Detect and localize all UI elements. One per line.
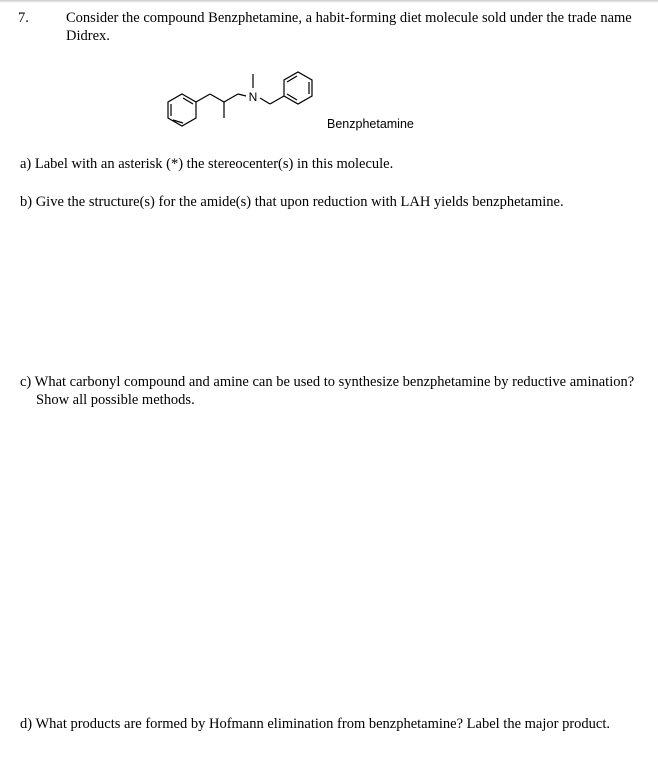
benzphetamine-structure [150, 60, 340, 140]
n-substituents [253, 74, 284, 104]
question-intro: Consider the compound Benzphetamine, a habit-forming diet molecule sold under the trade name Didrex. [66, 10, 632, 44]
part-c-text: c) What carbonyl compound and amine can be used to synthesize benzphetamine by reductive amination? Show all possible methods. [20, 374, 635, 408]
question-number: 7. [18, 10, 29, 26]
molecule-caption: Benzphetamine [327, 117, 414, 131]
alkyl-chain [196, 94, 246, 118]
part-b-text: b) Give the structure(s) for the amide(s) that upon reduction with LAH yields benzphetamine. [20, 194, 564, 210]
left-benzene-ring [168, 94, 196, 126]
nitrogen-atom-label: N [248, 90, 258, 104]
part-a-text: a) Label with an asterisk (*) the stereocenter(s) in this molecule. [20, 156, 394, 172]
right-benzene-ring [284, 72, 312, 104]
part-d-text: d) What products are formed by Hofmann elimination from benzphetamine? Label the major product. [20, 716, 611, 732]
top-rule [0, 0, 658, 3]
